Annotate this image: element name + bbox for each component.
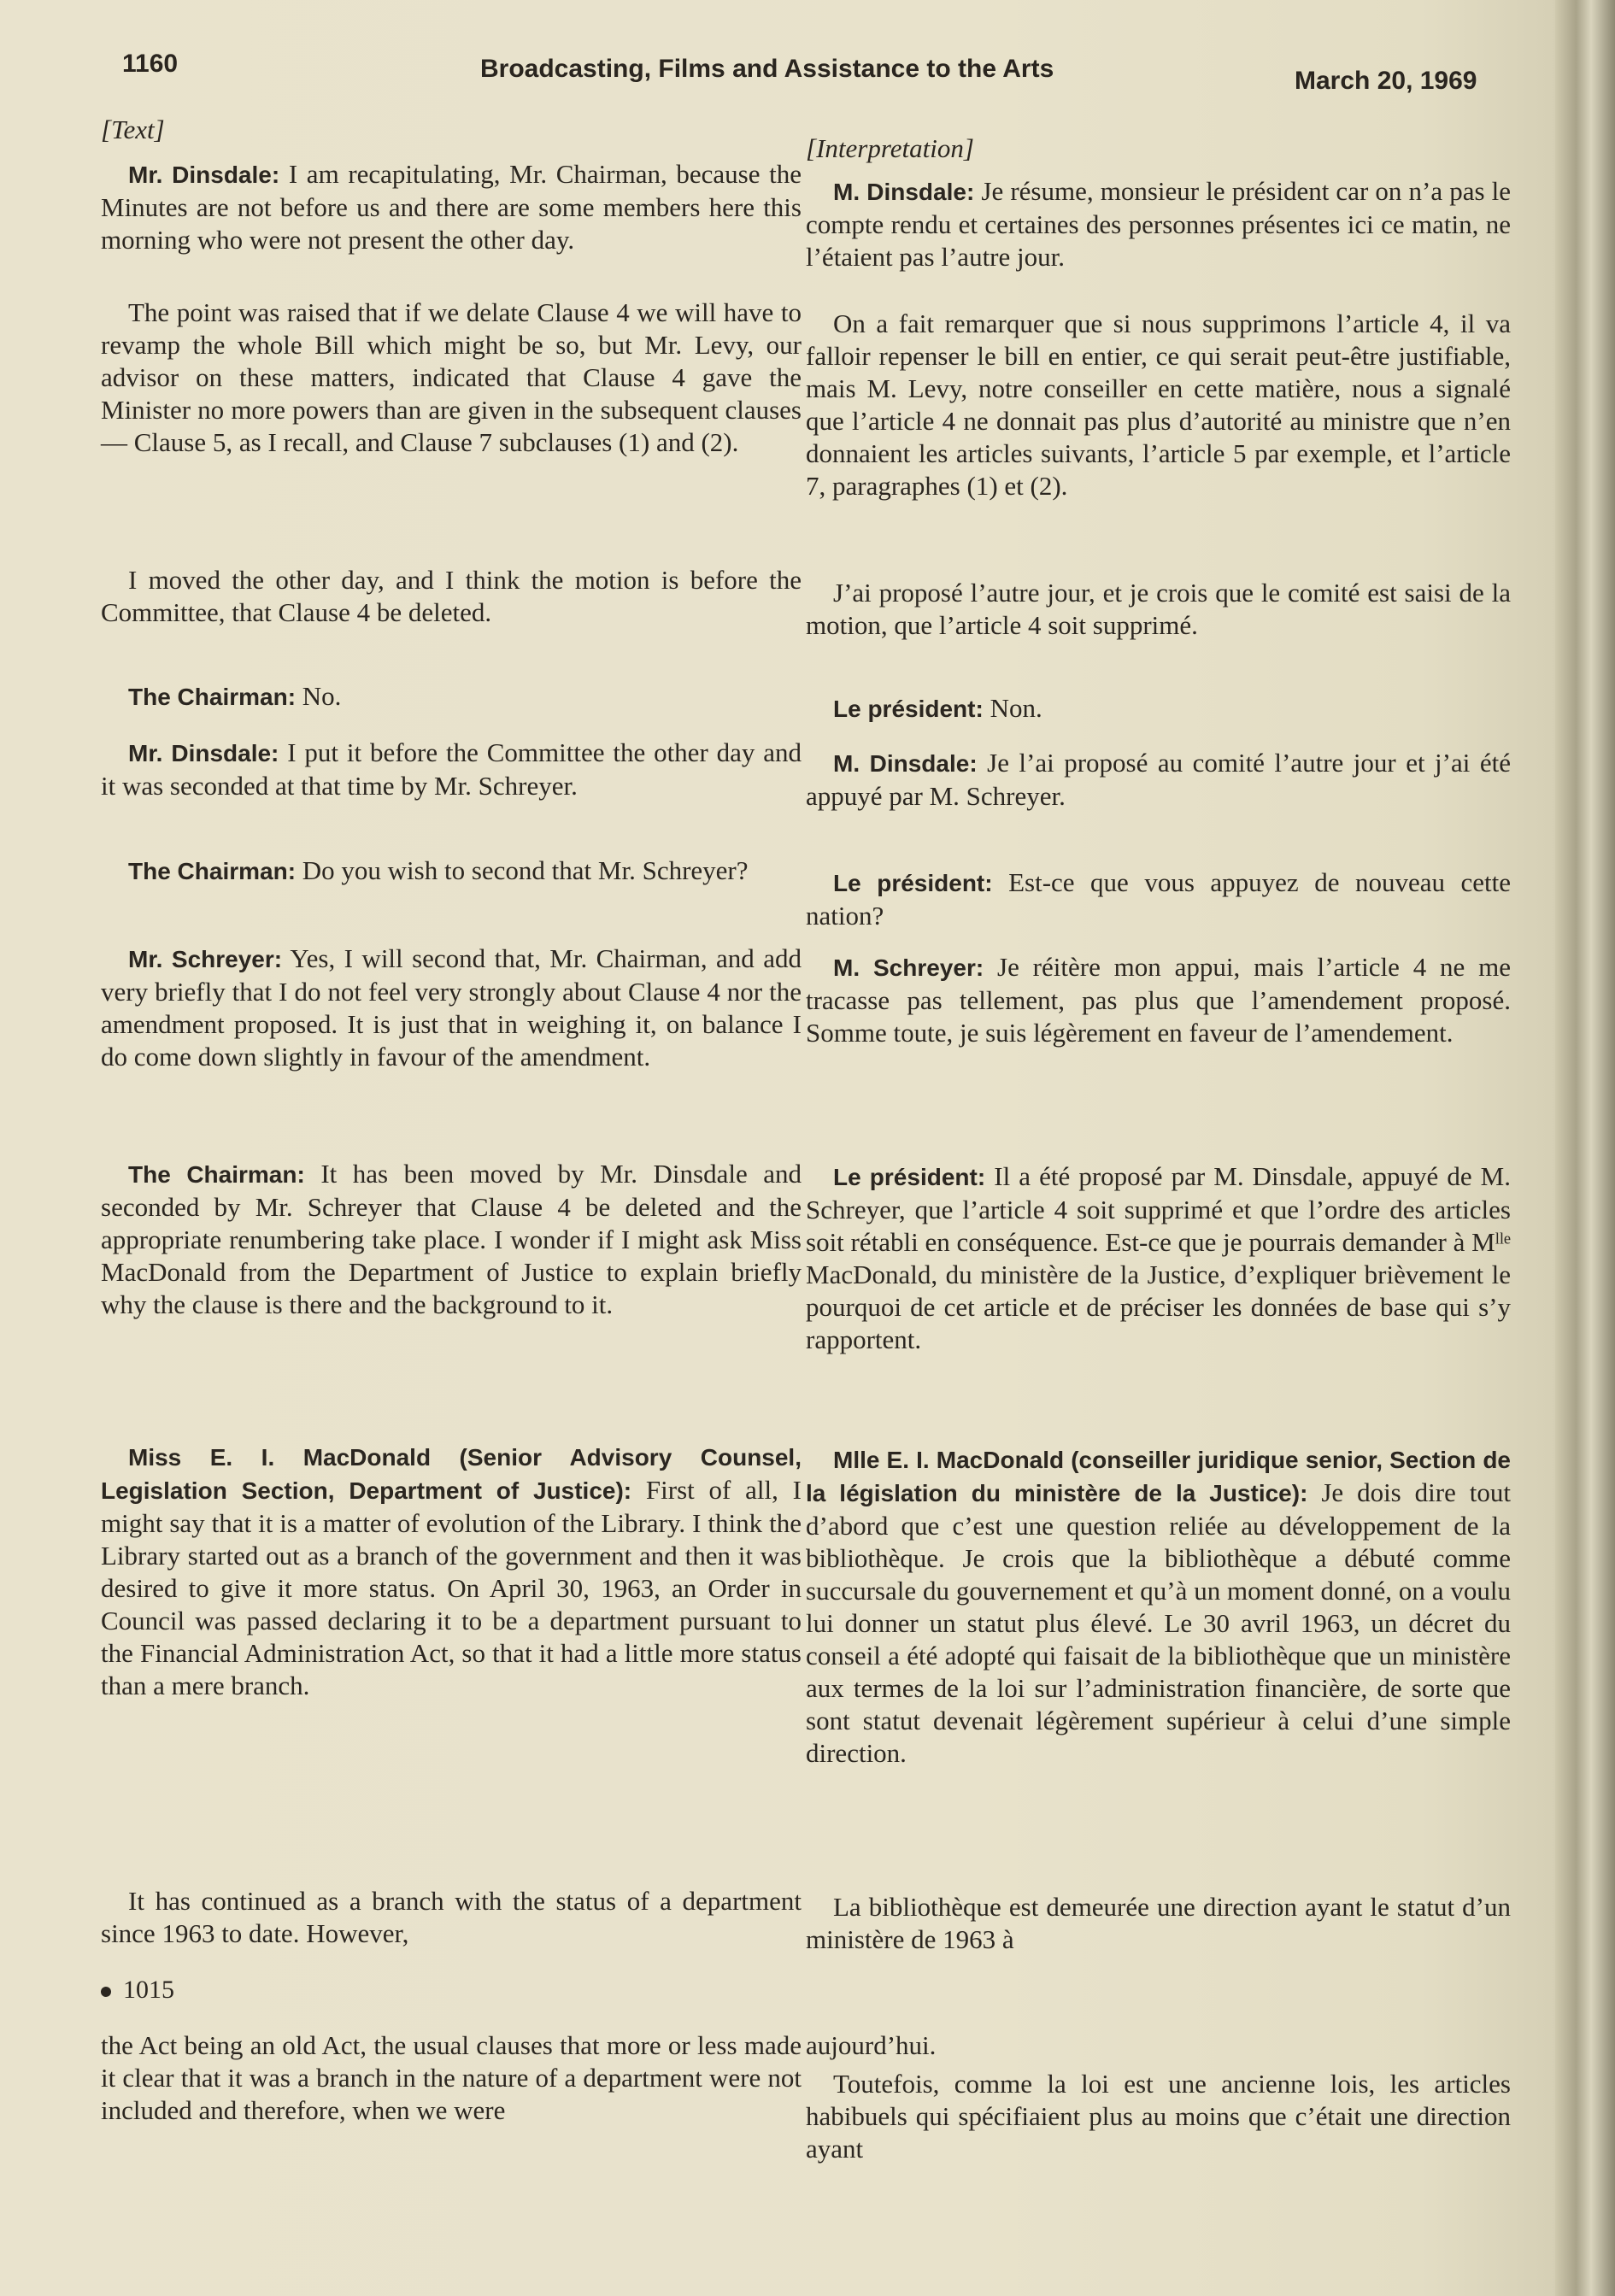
speech-text: Il a été proposé par M. Dinsdale, appuyé de M. Schreyer, que l’article 4 soit supprimé et que l’ordre des articles soit rétabli en conséquence. Est-ce que je pourrais demander à Mˡˡᵉ MacDonald, du ministère de la Justice, d’expliquer brièvement le pourquoi de cet article et de préciser les données de base qui s’y rapportent. [806, 1161, 1511, 1354]
paragraph: aujourd’hui. [806, 2030, 937, 2060]
speaker-name: M. Dinsdale: [833, 179, 975, 205]
interpretation-label: [Interpretation] [806, 133, 974, 163]
speech-text: I put it before the Committee the other day and it was seconded at that time by Mr. Schreyer. [101, 737, 802, 801]
paragraph: La bibliothèque est demeurée une direction ayant le statut d’un ministère de 1963 à [806, 1892, 1511, 1954]
paragraph: I moved the other day, and I think the motion is before the Committee, that Clause 4 be deleted. [101, 565, 802, 627]
paragraph: On a fait remarquer que si nous supprimons l’article 4, il va falloir repenser le bill en entier, ce qui serait peut-être justifiable, mais M. Levy, notre conseiller en cette matière, nous a signalé que l’article 4 ne donnait pas plus d’autorité au ministre que n’en donnaient les articles suivants, l’article 5 par exemple, et l’article 7, paragraphes (1) et (2). [806, 308, 1511, 501]
speaker-name: Mlle E. I. MacDonald (conseiller juridique senior, Section de la législation du ministère de la Justice): [806, 1447, 1511, 1506]
speaker-name: The Chairman: [128, 1161, 305, 1188]
speaker-name: M. Dinsdale: [833, 750, 978, 777]
speaker-name: Mr. Schreyer: [128, 946, 283, 972]
paragraph [101, 942, 802, 1073]
paragraph: the Act being an old Act, the usual clauses that more or less made it clear that it was a branch in the nature of a department were not included and therefore, when we were [101, 2030, 802, 2125]
paragraph [806, 175, 1511, 273]
paragraph: Toutefois, comme la loi est une ancienne lois, les articles habibuels qui spécifiaient plus au moins que c’était une direction ayant [806, 2069, 1511, 2164]
speech-text: No. [302, 681, 342, 711]
paragraph [806, 951, 1511, 1049]
paragraph [806, 1160, 1511, 1356]
paragraph [101, 737, 802, 802]
speech-text: It has been moved by Mr. Dinsdale and seconded by Mr. Schreyer that Clause 4 be deleted and the appropriate renumbering take place. I wonder if I might ask Miss MacDonald from the Department of Justice to explain briefly why the clause is there and the background to it. [101, 1159, 802, 1319]
time-marker [101, 1974, 174, 2006]
paragraph: It has continued as a branch with the status of a department since 1963 to date. However, [101, 1886, 802, 1948]
paragraph [806, 1443, 1511, 1770]
speech-text: First of all, I might say that it is a matter of evolution of the Library. I think the Library started out as a branch of the government and then it was desired to give it more status. On April 30, 1963, an Order in Council was passed declaring it to be a department pursuant to the Financial Administration Act, so that it had a little more status than a mere branch. [101, 1475, 802, 1700]
speech-text: Je résume, monsieur le président car on n’a pas le compte rendu et certaines des personnes présentes ici ce matin, ne l’étaient pas l’autre jour. [806, 176, 1512, 272]
page-number: 1160 [122, 50, 179, 78]
paragraph [806, 747, 1511, 813]
speech-text: Est-ce que vous appuyez de nouveau cette nation? [806, 867, 1512, 931]
speech-text: Yes, I will second that, Mr. Chairman, and add very briefly that I do not feel very strongly about Clause 4 nor the amendment proposed. It is just that in weighing it, on balance I do come down slightly in favour of the amendment. [101, 943, 802, 1072]
paragraph [101, 1441, 802, 1702]
speaker-name: Le président: [833, 696, 984, 722]
speaker-name: Le président: [833, 870, 993, 896]
header-date: March 20, 1969 [1295, 67, 1477, 95]
paragraph [101, 854, 802, 888]
speech-text: I am recapitulating, Mr. Chairman, because the Minutes are not before us and there are some members here this morning who were not present the other day. [101, 159, 802, 255]
speaker-name: Mr. Dinsdale: [128, 740, 279, 766]
paragraph: The point was raised that if we delate Clause 4 we will have to revamp the whole Bill which might be so, but Mr. Levy, our advisor on these matters, indicated that Clause 4 gave the Minister no more powers than are given in the subsequent clauses— Clause 5, as I recall, and Clause 7 subclauses (1) and (2). [101, 297, 802, 457]
speaker-name: The Chairman: [128, 684, 297, 710]
speech-text: Do you wish to second that Mr. Schreyer? [302, 855, 749, 885]
speech-text: Je dois dire tout d’abord que c’est une question reliée au développement de la bibliothèque. Je crois que la bibliothèque a débuté comme succursale du gouvernement et qu’à un moment donné, on a voulu lui donner un statut plus élevé. Le 30 avril 1963, un décret du conseil a été adopté qui faisait de la bibliothèque que un ministère aux termes de la loi sur l’administration financière, de sorte que sont statut devenait légèrement supérieur à celui d’une simple direction. [806, 1477, 1512, 1768]
page-header [0, 50, 1615, 101]
paragraph [101, 158, 802, 256]
paragraph [101, 1158, 802, 1321]
paragraph [806, 866, 1511, 932]
speaker-name: Mr. Dinsdale: [128, 161, 280, 188]
bullet-dot [101, 1987, 111, 1997]
speaker-name: The Chairman: [128, 858, 297, 884]
speaker-name: Le président: [833, 1164, 986, 1190]
speaker-name: M. Schreyer: [833, 954, 984, 981]
book-gutter [1555, 0, 1615, 2296]
speech-text: Non. [990, 693, 1042, 723]
time-marker-text: 1015 [123, 1976, 174, 2004]
text-label: [Text] [101, 115, 165, 144]
speech-text: Je réitère mon appui, mais l’article 4 ne me tracasse pas tellement, pas plus que l’amendement proposé. Somme toute, je suis légèrement en faveur de l’amendement. [806, 952, 1512, 1048]
speaker-name: Miss E. I. MacDonald (Senior Advisory Counsel, Legislation Section, Department of Justice): [101, 1444, 802, 1504]
paragraph: J’ai proposé l’autre jour, et je crois que le comité est saisi de la motion, que l’article 4 soit supprimé. [806, 578, 1511, 640]
paragraph [101, 680, 802, 713]
running-title: Broadcasting, Films and Assistance to the Arts [480, 55, 1054, 83]
speech-text: Je l’ai proposé au comité l’autre jour et j’ai été appuyé par M. Schreyer. [806, 748, 1511, 811]
paragraph [806, 692, 1511, 725]
